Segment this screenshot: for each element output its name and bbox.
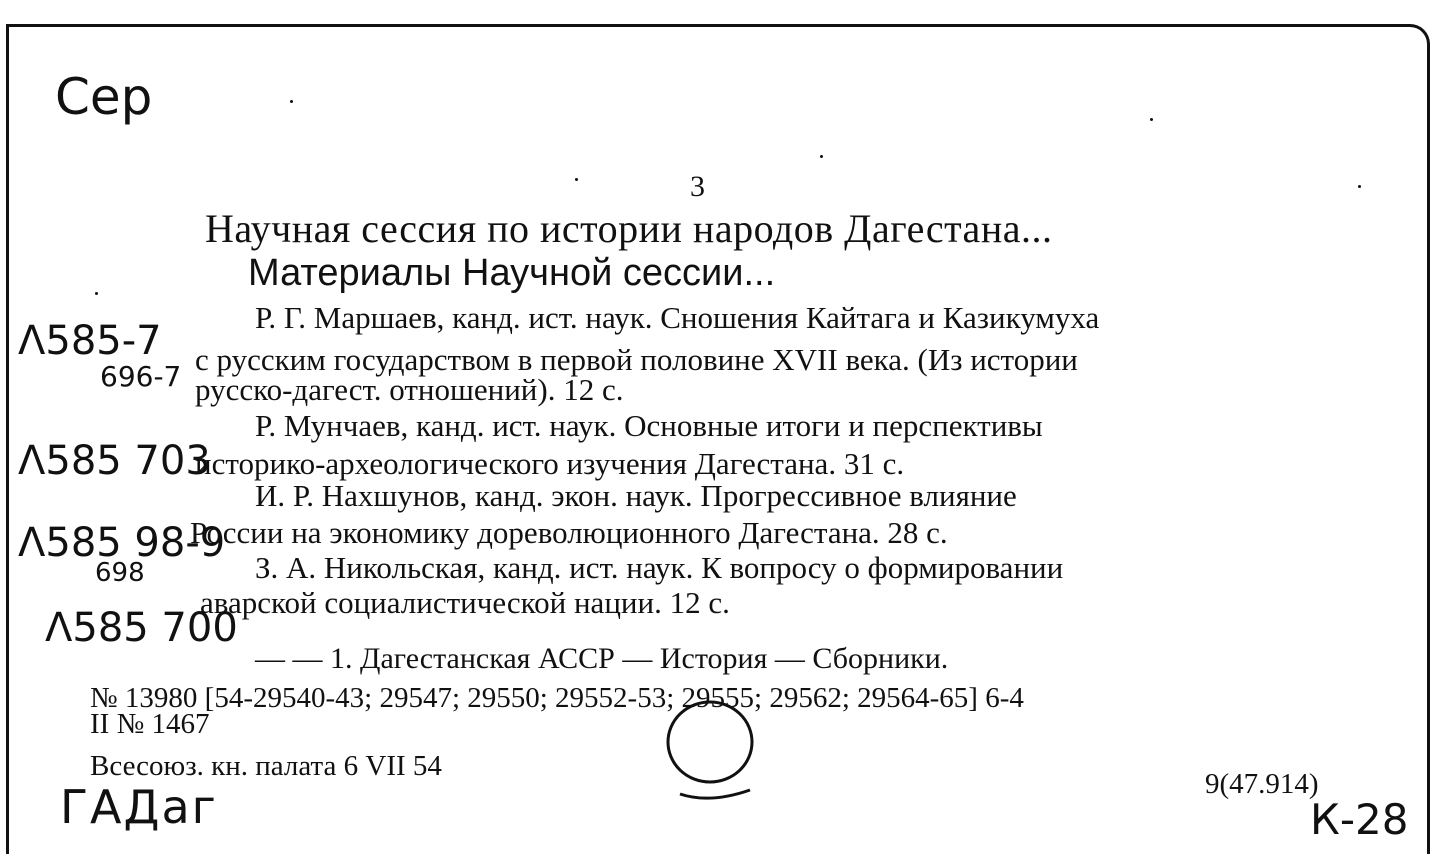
- handwritten-top-left: Сер: [55, 68, 153, 126]
- handwritten-bottom-left: ГАДаг: [60, 780, 218, 834]
- speck: [1358, 185, 1361, 188]
- margin-code-4: Λ585 98-9: [18, 520, 226, 566]
- margin-code-5: 698: [95, 558, 145, 588]
- book-chamber-line: Всесоюз. кн. палата 6 VII 54: [90, 750, 442, 782]
- card-number: 3: [690, 170, 705, 203]
- entry-line: с русским государством в первой половине XVII века. (Из истории: [195, 342, 1078, 377]
- entry-line: русско-дагест. отношений). 12 с.: [195, 372, 624, 407]
- margin-code-6: Λ585 700: [45, 605, 238, 651]
- stamp-mark: [640, 690, 770, 810]
- speck: [1150, 118, 1153, 121]
- classification-code: 9(47.914): [1205, 768, 1319, 800]
- speck: [95, 292, 98, 295]
- speck: [290, 100, 293, 103]
- margin-code-2: 696-7: [100, 360, 182, 393]
- subject-line: — — 1. Дагестанская АССР — История — Сборники.: [255, 642, 949, 675]
- entry-line: И. Р. Нахшунов, канд. экон. наук. Прогрессивное влияние: [255, 478, 1017, 513]
- entry-line: З. А. Никольская, канд. ист. наук. К вопросу о формировании: [255, 550, 1064, 585]
- entry-line: историко-археологического изучения Дагестана. 31 с.: [195, 446, 905, 481]
- entry-line: Р. Мунчаев, канд. ист. наук. Основные итоги и перспективы: [255, 408, 1043, 443]
- entry-line: Р. Г. Маршаев, канд. ист. наук. Сношения Кайтага и Казикумуха: [255, 300, 1100, 335]
- margin-code-1: Λ585-7: [18, 318, 162, 364]
- speck: [820, 155, 823, 158]
- entry-line: аварской социалистической нации. 12 с.: [200, 585, 730, 620]
- handwritten-bottom-right: К-28: [1310, 795, 1409, 844]
- card-title: Научная сессия по истории народов Дагестана...: [205, 206, 1053, 251]
- margin-code-3: Λ585 703: [18, 438, 211, 484]
- second-number-line: II № 1467: [90, 708, 210, 740]
- card-subtitle: Материалы Научной сессии...: [248, 252, 776, 294]
- speck: [575, 178, 578, 181]
- entry-line: России на экономику дореволюционного Дагестана. 28 с.: [190, 515, 948, 550]
- catalog-number-line: № 13980 [54-29540-43; 29547; 29550; 29552-53; 29555; 29562; 29564-65] 6-4: [90, 682, 1024, 714]
